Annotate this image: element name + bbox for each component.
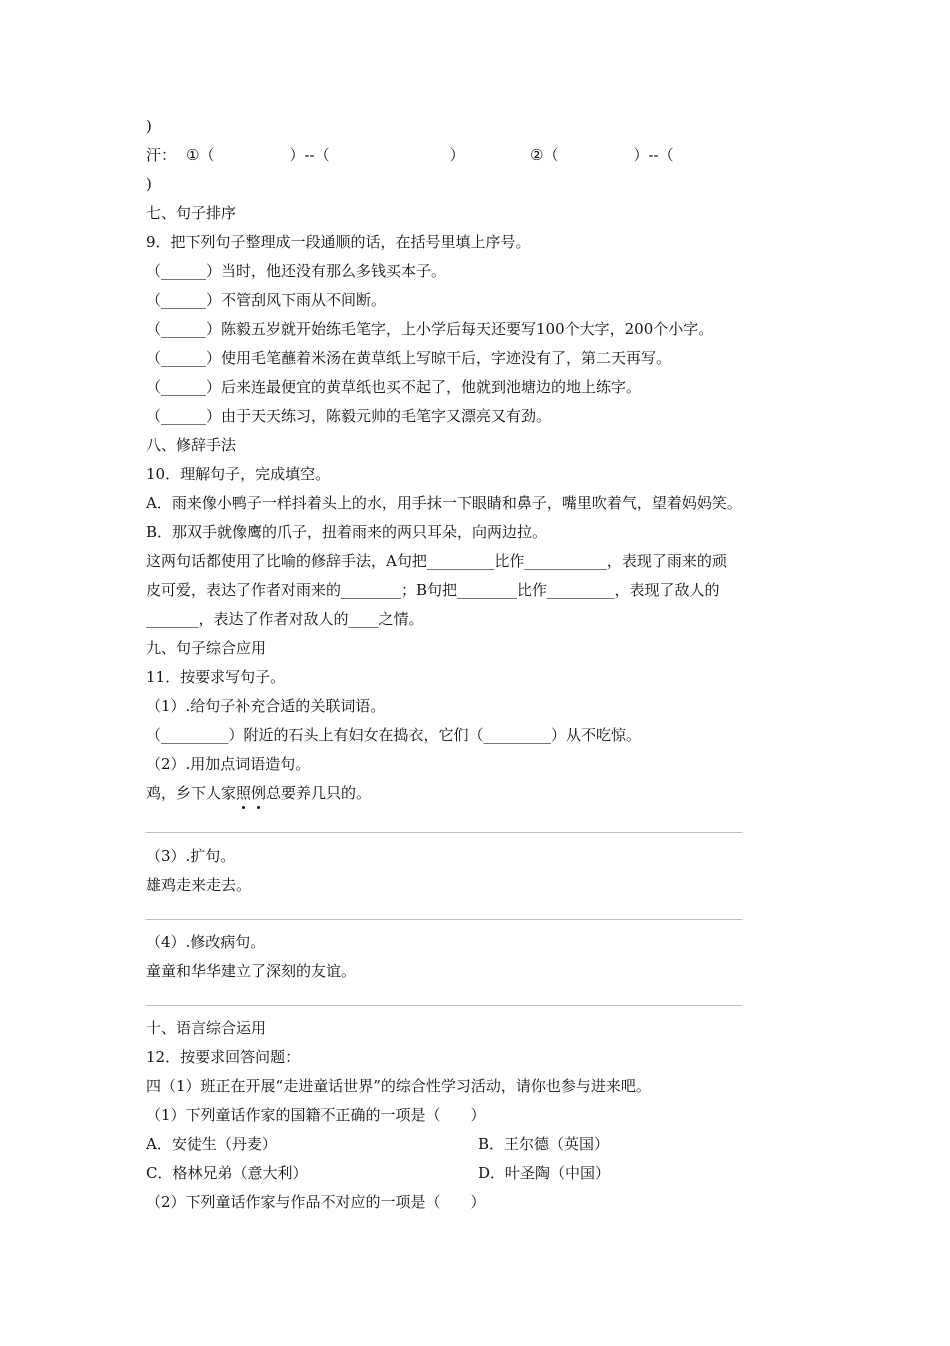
answer-line[interactable] [146, 1005, 742, 1006]
text-line: ) [146, 175, 152, 193]
question-title: 9．把下列句子整理成一段通顺的话，在括号里填上序号。 [146, 233, 531, 251]
blank-pair-2: ②（ ）--（ [530, 146, 674, 164]
sub-question: （2）下列童话作家与作品不对应的一项是（ ） [146, 1193, 486, 1211]
section-heading: 九、句子综合应用 [146, 639, 267, 657]
text-line: 皮可爱，表达了作者对雨来的________；B句把________比作_________，表现了敌人的 [146, 581, 720, 599]
text-segment: 总要养几只的。 [266, 784, 372, 802]
text-line [146, 783, 371, 803]
option-c: C．格林兄弟（意大利） [146, 1164, 308, 1182]
text-line: A．雨来像小鸭子一样抖着头上的水，用手抹一下眼睛和鼻子，嘴里吹着气，望着妈妈笑。 [146, 494, 742, 512]
sub-question: （2）.用加点词语造句。 [146, 755, 311, 773]
sub-question: （1）下列童话作家的国籍不正确的一项是（ ） [146, 1106, 486, 1124]
dotted-char: 例 [251, 784, 267, 802]
question-title: 12．按要求回答问题： [146, 1048, 301, 1066]
option-a: A．安徒生（丹麦） [146, 1135, 277, 1153]
option-b: B．王尔德（英国） [478, 1135, 610, 1153]
text-line: 童童和华华建立了深刻的友谊。 [146, 962, 357, 980]
sub-question: （4）.修改病句。 [146, 933, 266, 951]
sub-question: （3）.扩句。 [146, 847, 236, 865]
section-heading: 八、修辞手法 [146, 436, 237, 454]
sentence-item: （______）后来连最便宜的黄草纸也买不起了，他就到池塘边的地上练字。 [146, 378, 642, 396]
sentence-item: （______）使用毛笔蘸着米汤在黄草纸上写晾干后，字迹没有了，第二天再写。 [146, 349, 672, 367]
text-line: B．那双手就像鹰的爪子，扭着雨来的两只耳朵，向两边拉。 [146, 523, 548, 541]
text-line: _______，表达了作者对敌人的____之情。 [146, 610, 424, 628]
text-line: 雄鸡走来走去。 [146, 876, 252, 894]
sentence-item: （______）陈毅五岁就开始练毛笔字，上小学后每天还要写100个大字，200个小字。 [146, 320, 714, 338]
sentence-item: （______）不管刮风下雨从不间断。 [146, 291, 387, 309]
text-line: ) [146, 117, 152, 135]
question-title: 10．理解句子，完成填空。 [146, 465, 331, 483]
text-line: 这两句话都使用了比喻的修辞手法，A句把_________比作___________，表现了雨来的顽 [146, 552, 727, 570]
section-heading: 十、语言综合运用 [146, 1019, 267, 1037]
answer-line[interactable] [146, 832, 742, 833]
sub-question: （1）.给句子补充合适的关联词语。 [146, 697, 386, 715]
sentence-item: （______）由于天天练习，陈毅元帅的毛笔字又漂亮又有劲。 [146, 407, 552, 425]
text-line: （_________）附近的石头上有妇女在捣衣，它们（_________）从不吃惊。 [146, 726, 642, 744]
sentence-item: （______）当时，他还没有那么多钱买本子。 [146, 262, 447, 280]
text-segment: 鸡，乡下人家 [146, 784, 237, 802]
blank-pair-1: ①（ ）--（ ） [186, 146, 465, 164]
dotted-char: 照 [236, 784, 252, 802]
question-title: 11．按要求写句子。 [146, 668, 286, 686]
text-line: 四（1）班正在开展“走进童话世界”的综合性学习活动，请你也参与进来吧。 [146, 1077, 651, 1095]
option-d: D．叶圣陶（中国） [478, 1164, 611, 1182]
text-line: 汗： [146, 146, 177, 164]
answer-line[interactable] [146, 919, 742, 920]
section-heading: 七、句子排序 [146, 204, 237, 222]
